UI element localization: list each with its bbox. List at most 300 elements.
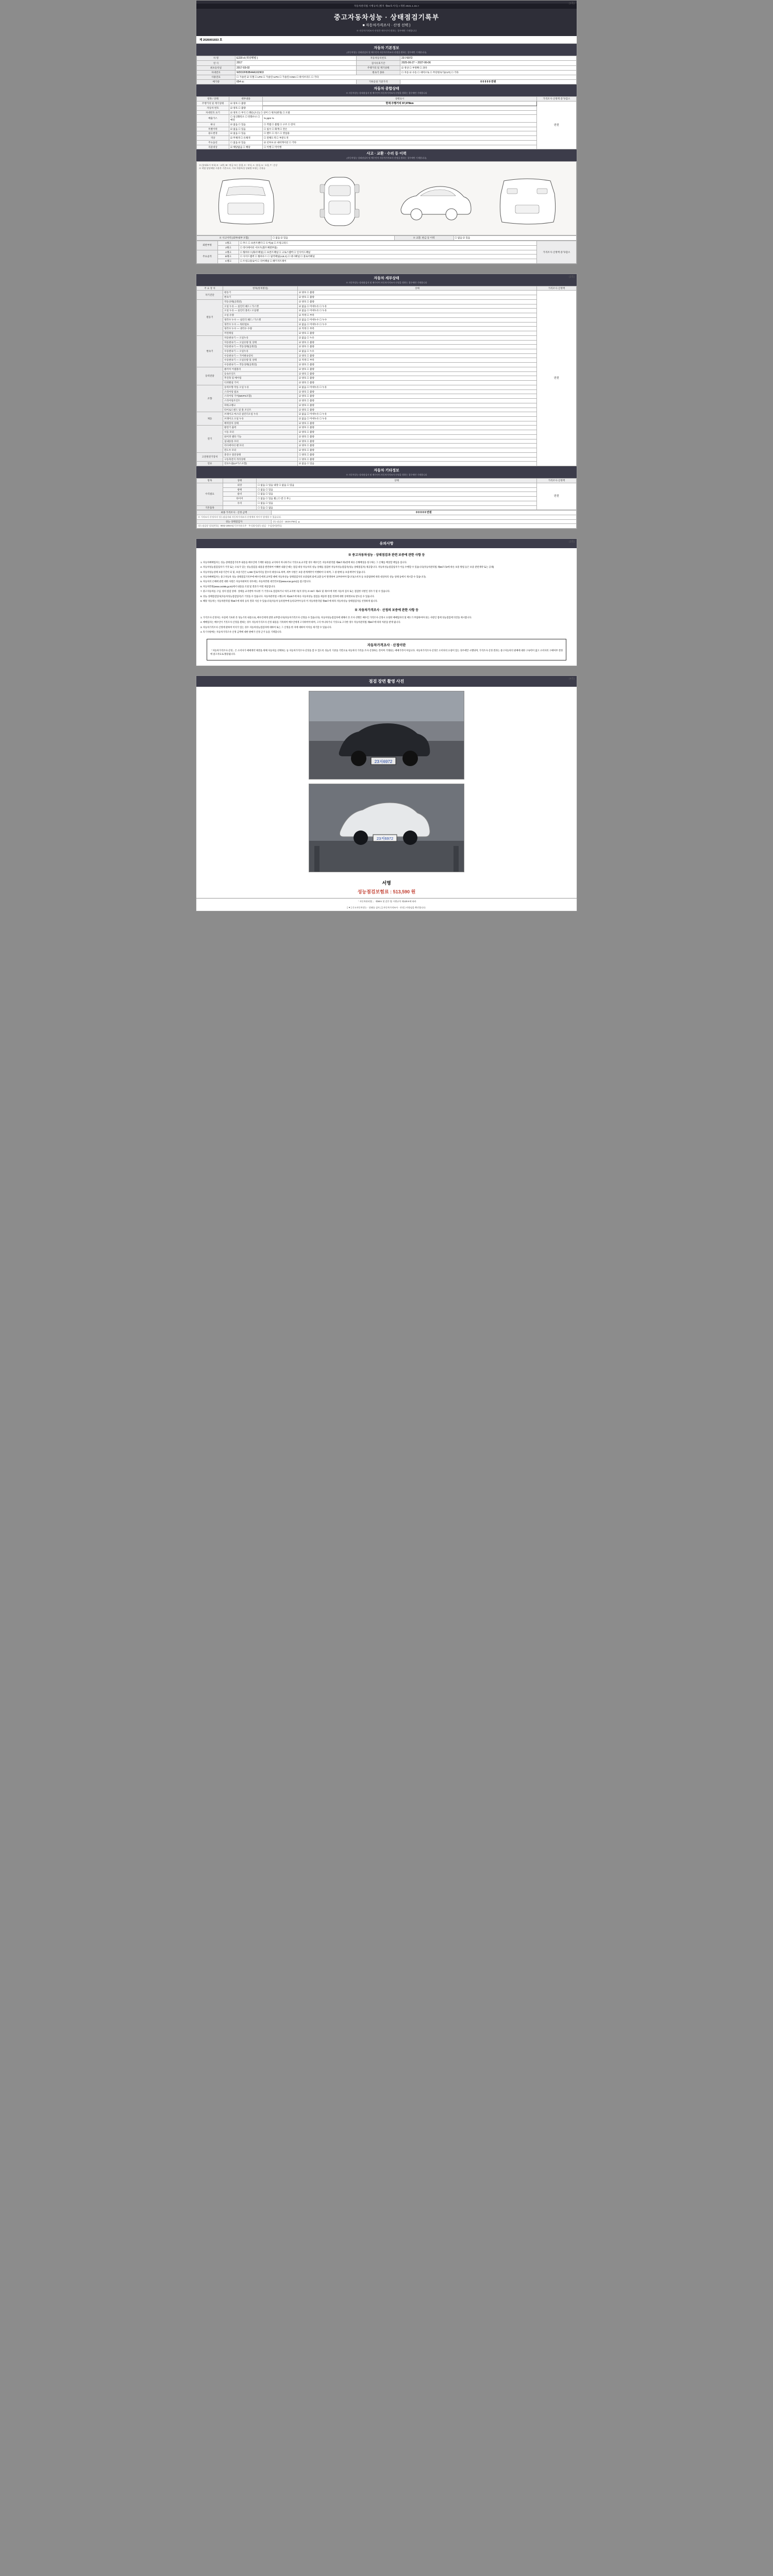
- car-diagram-row: [199, 170, 574, 233]
- detail-group-1: 원동기: [197, 299, 223, 335]
- notice-body-2: [196, 616, 577, 634]
- detail-group-7: 고전원전기장치: [197, 452, 223, 461]
- detail-group-4: 조향: [197, 385, 223, 412]
- accident-ext-value[interactable]: ☐ 없음 ☑ 있음: [272, 236, 395, 241]
- basic-value-0: E220 d (색상행렬 ): [236, 56, 357, 61]
- table-row: [197, 353, 577, 358]
- detail-state-6-1[interactable]: ☑ 양호 ☐ 불량: [298, 430, 537, 435]
- overall-key-5: 특별이력: [197, 127, 229, 131]
- detail-state-3-2[interactable]: ☑ 양호 ☐ 불량: [298, 376, 537, 381]
- detail-item-2-3: 수동변속기 — 오일누유: [223, 349, 298, 354]
- detail-state-3-1[interactable]: ☑ 양호 ☐ 불량: [298, 371, 537, 376]
- detail-head-1: 항목(항목명칭): [223, 286, 298, 291]
- overall-key-8: 주요옵션: [197, 140, 229, 145]
- etc-state-0[interactable]: ☐ 없음 ☐ 있음 내장 ☐ 없음 ☐ 있음: [257, 483, 537, 487]
- guarantee-box: [207, 639, 566, 660]
- table-row: [197, 389, 577, 394]
- overall-val-4[interactable]: ☐ 적법 ☐ 불법 ☐ 구조 ☐ 장치: [263, 122, 537, 127]
- notice-sec2-item-3: 4. 특기사항에는 자동차가격조사·산정 금액에 대한 판매가 산정 근거 등을 기재합니다.: [200, 630, 282, 633]
- front-photo: [309, 691, 464, 779]
- detail-item-2-4: 수동변속기 — 기어변속장치: [223, 353, 298, 358]
- overall-table: [196, 96, 577, 149]
- etc-head-3: 가격조사·산정액: [537, 479, 577, 483]
- detail-item-2-0: 자동변속기 — 오일누유: [223, 335, 298, 340]
- etc-item-1: 광택: [223, 487, 257, 492]
- overall-opts-8[interactable]: ☐ 없음 ☑ 있음: [229, 140, 263, 145]
- document-header: [196, 1, 577, 36]
- table-row: [197, 313, 577, 318]
- etc-group-repair: 수리필요: [197, 483, 223, 505]
- parts-group-0: 외판부위: [197, 241, 218, 250]
- table-row: [197, 483, 577, 487]
- table-row: [197, 439, 577, 444]
- basic-value-2: 2017-03-02: [236, 65, 357, 70]
- detail-item-4-2: 스티어링 기어(MDPS포함): [223, 394, 298, 399]
- etc-head-2: 상태: [257, 479, 537, 483]
- detail-group-0: 자기진단: [197, 291, 223, 299]
- basic-value2-0: 23구6972: [400, 56, 577, 61]
- detail-item-3-2: 추진축 및 베어링: [223, 376, 298, 381]
- car-view-rear: [489, 173, 566, 230]
- overall-key-4: 튜닝: [197, 122, 229, 127]
- footer-line-1: 「 자동차관리법 」 제58조 및 같은 법 시행규칙 제120조에 따라: [196, 898, 577, 905]
- table-row: [197, 492, 577, 497]
- basic-value2-2[interactable]: ☑ 정상 ☐ 부정확 ☐ 과다: [400, 65, 577, 70]
- overall-section-bar: 자동차 종합상태: [196, 84, 577, 92]
- detail-group-3: 동력전달: [197, 367, 223, 385]
- detail-item-2-6: 수동변속기 — 작동상태(공회전): [223, 363, 298, 367]
- table-row: [197, 331, 577, 336]
- detail-state-1-7[interactable]: ☑ 양호 ☐ 불량: [298, 331, 537, 336]
- final-price-value: 0 0 0 0 0 만원: [272, 511, 577, 515]
- etc-state-1[interactable]: ☐ 없음 ☐ 있음: [257, 487, 537, 492]
- overall-adjustment: 만원: [537, 101, 577, 149]
- overall-val-7[interactable]: ☐ 전체도색 ☐ 부분도색: [263, 136, 537, 141]
- overall-opts-9[interactable]: ☑ 해당없음 ☐ 해당: [229, 145, 263, 149]
- detail-item-1-3: 오일 유량: [223, 313, 298, 318]
- etc-state-5[interactable]: ☐ 있음 ☐ 없음: [257, 505, 537, 510]
- etc-section-bar: 자동차 기타정보: [196, 466, 577, 473]
- diagram-legend-2: ※ 착탈 담당해당 사용후 기준으로, 기타 차량특성 상태별 부위는 중분류: [199, 167, 266, 170]
- basic-value-1: 2017: [236, 61, 357, 65]
- overall-val-0: 현재 주행거리 97,979km: [263, 101, 537, 106]
- detail-item-3-3: 디퍼렌셜 기어: [223, 381, 298, 385]
- overall-head-1: 세부내용: [229, 96, 263, 101]
- detail-state-0-1[interactable]: ☑ 양호 ☐ 불량: [298, 295, 537, 300]
- table-row: [197, 309, 577, 313]
- overall-head-0: 항목 / 상태: [197, 96, 229, 101]
- table-row: [197, 322, 577, 327]
- detail-item-5-1: 브레이크 오일 누유: [223, 417, 298, 421]
- detail-state-3-3[interactable]: ☑ 양호 ☐ 불량: [298, 381, 537, 385]
- notice-sec2-item-2: 3. 자동차가격조사·산정에 관하여 이의가 있는 경우 자동차성능점검자에 대하여 또는 그 산정을 한 자에 대하여 이의를 제기할 수 있습니다.: [200, 625, 332, 629]
- detail-item-1-4: 냉각수 누수 — 실린더 헤드 / 가스켓: [223, 317, 298, 322]
- table-row: [197, 403, 577, 408]
- table-row: [197, 340, 577, 345]
- overall-key-2: 차대번호 표기: [197, 110, 229, 115]
- basic-label-4: 사용연료: [197, 75, 236, 80]
- table-row: [197, 462, 577, 466]
- detail-head-0: 주 요 장 치: [197, 286, 223, 291]
- detail-state-1-0[interactable]: ☑ 양호 ☐ 불량: [298, 299, 537, 304]
- table-row: [197, 381, 577, 385]
- parts-items-1-1[interactable]: ☐ 사이드멤버 ☐ 휠하우스 ☐ 필러패널(A,B,C) ☐ 대시패널 ☐ 플로어패널: [239, 255, 537, 259]
- detail-item-4-4: 파워크랭크: [223, 403, 298, 408]
- table-row: [197, 497, 577, 501]
- notice-item-7: 8. 성능·상태점검업자(자동차성능점검업자)가 거짓을 수 있습니다. 자동차관리법 시행규칙 제120조에 따른 자동차성능 점검을 제공한 점검 결과에 대한 상세정보로 받으실 수 있습니다.: [200, 595, 375, 598]
- basic-label2-2: 주행거리 및 계기상태: [357, 65, 400, 70]
- detail-group-6: 전기: [197, 426, 223, 452]
- diagram-legend-1: ※ (상태표시 부호) X : 교환, W : 판금 또는 용접, C : 부식, A : 흠집, U : 요철, T : 손상: [199, 164, 278, 167]
- etc-item-2: 룸비: [223, 492, 257, 497]
- detail-item-0-0: 원동기: [223, 291, 298, 295]
- etc-item-4: 유리: [223, 501, 257, 505]
- overall-opts-1[interactable]: ☑ 양호 ☐ 불량: [229, 106, 263, 110]
- basic-value-3: WDD2FB3B44A162903: [236, 70, 357, 75]
- detail-state-3-0[interactable]: ☑ 양호 ☐ 불량: [298, 367, 537, 371]
- damage-diagram: [196, 161, 577, 235]
- basic-label3-5: 기하공칭 기준가격: [357, 79, 400, 84]
- detail-state-4-5[interactable]: ☑ 양호 ☐ 불량: [298, 408, 537, 412]
- page-corner-3: (3쪽): [569, 540, 575, 544]
- parts-items-1-2[interactable]: ☐ 트렁크플로어 ☐ 리어패널 ☐ 패키지트레이: [239, 259, 537, 263]
- detail-state-1-1[interactable]: ☑ 없음 ☐ 미세누유 ☐ 누유: [298, 304, 537, 309]
- lift-photo: [309, 784, 464, 872]
- table-row: [197, 371, 577, 376]
- parts-rank-1-2: C랭크: [218, 259, 239, 263]
- page-corner-4: (4쪽): [569, 677, 575, 681]
- detail-item-3-0: 클러치 어셈블리: [223, 367, 298, 371]
- basic-info-table: [196, 56, 577, 84]
- basic-label2-1: 검사유효기간: [357, 61, 400, 65]
- table-row: [197, 367, 577, 371]
- basic-value2-3[interactable]: ☐ 자동 ☑ 수동 ☐ 세미오토 ☐ 무단변속기(CVT) ☐ 기타: [400, 70, 577, 75]
- detail-state-6-0[interactable]: ☑ 양호 ☐ 불량: [298, 426, 537, 430]
- detail-item-1-1: 오일 누유 — 실린더 헤드 / 가스켓: [223, 304, 298, 309]
- overall-section-note: ※ 자동차성능·상태점검자 및 매수인이 자동차가격조사·산정을 원하는 경우에만 기재합니다: [196, 92, 577, 96]
- detail-head-3: 가격조사·산정액: [537, 286, 577, 291]
- overall-val-6[interactable]: ☐ 렌트 ☐ 리스 ☐ 영업용: [263, 131, 537, 136]
- detail-item-3-1: 등속조인트: [223, 371, 298, 376]
- table-row: [197, 363, 577, 367]
- table-row: [197, 417, 577, 421]
- footer-line-2: [ ▼ ] 중고자동차성능 · 상태를 검사, [ ] 자동차가격조사 · 산정 ) 사항임을 확인합니다.: [347, 906, 426, 909]
- detail-state-4-2[interactable]: ☑ 양호 ☐ 불량: [298, 394, 537, 399]
- table-row: [197, 430, 577, 435]
- table-row: [197, 487, 577, 492]
- overall-opts-6[interactable]: ☑ 없음 ☐ 있음: [229, 131, 263, 136]
- detail-group-5: 제동: [197, 412, 223, 426]
- table-row: [197, 434, 577, 439]
- detail-state-1-5[interactable]: ☑ 없음 ☐ 미세누수 ☐ 누수: [298, 322, 537, 327]
- detail-adjustment: 만원: [537, 291, 577, 466]
- overall-opts-4[interactable]: ☑ 없음 ☐ 있음: [229, 122, 263, 127]
- notice-item-3: 4. 자동차매매업자는 중고자동차 성능·상태점검기록부에 매수인에게 교부할 때에 자동차성능·상태점검자의 보증범위 외에 교환 등이 발생하여 교부하여야 합니다(소비자 등 보증범위에 따라 대상차의 성능·상태 등에서 제시할 수 있습니다).: [200, 575, 426, 579]
- detail-state-5-1[interactable]: ☑ 없음 ☐ 미세누유 ☐ 누유: [298, 417, 537, 421]
- table-row: [197, 345, 577, 349]
- signature-label: 서명: [382, 880, 391, 886]
- table-row: [197, 457, 577, 462]
- etc-state-3[interactable]: ☐ 없음 ☐ 있음 휠 ( ☐ 전 ☐ 후 ): [257, 497, 537, 501]
- sheet-1: [196, 0, 577, 264]
- detail-state-2-0[interactable]: ☑ 없음 ☐ 누유: [298, 335, 537, 340]
- overall-val-8[interactable]: ☑ 선루프 ☑ 내비게이션 ☐ 기타: [263, 140, 537, 145]
- table-row: [197, 349, 577, 354]
- table-row: [197, 501, 577, 505]
- etc-head-0: 항목: [197, 479, 223, 483]
- detail-item-5-2: 배력장치 상태: [223, 421, 298, 426]
- photo-section-bar: 점검 장면 촬영 사진: [196, 676, 577, 687]
- page-title: 중고자동차성능 · 상태점검기록부: [333, 13, 440, 21]
- detail-item-6-2: 와이퍼 델타 기능: [223, 434, 298, 439]
- detail-item-5-0: 브레이크 마스터 실린더오일 누유: [223, 412, 298, 417]
- notice-sec2-item-0: 1. 가격조사·산정자는 사실에 기초한 본 성능기록 내용으로, 매수인에게 설명·교부합니다(자동차가격조사·산정을 수 있습니다). 자동차성능점검자에 대해서 본 조사 선행은 매수인 가격조사·산정시 요청한 매매업자의 및 매도가 부담하여야 되는 사항인 점에 성능점검에 의견을 제시합니다.: [200, 616, 472, 619]
- detail-item-1-5: 냉각수 누수 — 워터펌프: [223, 322, 298, 327]
- accident-simple-label: ※ 교환, 판금 등 이력: [394, 236, 453, 241]
- etc-head-1: 상태: [223, 479, 257, 483]
- detail-state-1-3[interactable]: ☑ 적정 ☐ 부족: [298, 313, 537, 318]
- detail-section-note: ※ 자동차성능·상태점검자 및 매수인이 자동차가격조사·산정을 원하는 경우에만 기재합니다: [196, 281, 577, 286]
- overall-opts-5[interactable]: ☑ 없음 ☐ 있음: [229, 127, 263, 131]
- basic-value-4[interactable]: ☐ 가솔린 ☑ 디젤 ☐ LPG ☐ 가솔린+LPG ☐ 가솔린+CNG ☐ 하이브리드 ☐ 기타: [236, 75, 577, 80]
- detail-item-8-0: 연료누출(LP가스포함): [223, 462, 298, 466]
- accident-section-bar: 사고 · 교환 · 수리 등 이력: [196, 149, 577, 157]
- detail-item-1-6: 냉각수 누수 — 냉각수 수량: [223, 327, 298, 331]
- overall-head-4: 가격조사·산정액 증가/감소: [537, 96, 577, 101]
- page-subtitle-note: ※ 자동차가격조사·산정은 매수인이 원하는 경우에만 기재합니다: [356, 29, 417, 32]
- detail-item-7-1: 구동축전지 격리상태: [223, 457, 298, 462]
- table-row: [197, 385, 577, 389]
- inspector-label: 성능·상태점검자: [197, 519, 272, 524]
- page-corner-1: (1쪽): [569, 2, 575, 5]
- table-row: [197, 444, 577, 448]
- detail-item-2-5: 수동변속기 — 오일유량 및 상태: [223, 358, 298, 363]
- table-row: [197, 335, 577, 340]
- basic-label-5: 배기량: [197, 79, 236, 84]
- page-corner-2: (2쪽): [569, 275, 575, 279]
- detail-item-4-0: 동력조향 작동 오일 누유: [223, 385, 298, 389]
- front-plate-text: 23저6972: [374, 759, 393, 765]
- table-row: [197, 304, 577, 309]
- parts-rank-1-0: A랭크: [218, 250, 239, 255]
- notice-item-0: 1. 자동차매매업자는 성능·상태점검기록부 내용을 매수인에 기재한 내용을 교지하지 아니하거나 거짓으로 교지할 경우 매수인은 자동차관리법 제58조제1항에 따른 손해배상을 청구하는 그 손해를 배상할 책임을 집니다.: [200, 561, 407, 564]
- basic-label-2: 최초등록일: [197, 65, 236, 70]
- detail-item-4-1: 스티어링 펌프: [223, 389, 298, 394]
- etc-state-4[interactable]: ☐ 없음 ☐ 있음: [257, 501, 537, 505]
- detail-state-4-1[interactable]: ☑ 양호 ☐ 불량: [298, 389, 537, 394]
- detail-item-1-7: 커먼레일: [223, 331, 298, 336]
- car-view-front: [207, 173, 284, 230]
- overall-opts-7[interactable]: ☑ 무채색 ☐ 유채색: [229, 136, 263, 141]
- overall-key-6: 용도변경: [197, 131, 229, 136]
- car-view-side: [395, 173, 472, 230]
- overall-opts-0[interactable]: ☑ 양호 ☐ 불량: [229, 101, 263, 106]
- notice-item-4: 5. 자동차의 손해에 관련 대한 사항은 자동차대여의 경우에는 자동차민원 대국민포털(www.ecar.go.kr)를 참고합니다.: [200, 580, 311, 583]
- overall-val-9[interactable]: ☐ 이행 ☐ 미이행: [263, 145, 537, 149]
- parts-rank-1-1: B랭크: [218, 255, 239, 259]
- parts-items-1-0[interactable]: ☐ 휠하우스(좌/우패널) ☐ 프론트패널 ☐ 크로스멤버 ☐ 인사이드패널: [239, 250, 537, 255]
- basic-value2-1: 2025-06-27 ~ 2027-06-06: [400, 61, 577, 65]
- detail-item-2-1: 자동변속기 — 오일유량 및 상태: [223, 340, 298, 345]
- table-row: [197, 299, 577, 304]
- accident-parts-table: [196, 241, 577, 264]
- table-row: [197, 452, 577, 457]
- detail-item-6-4: 라디에이터 팬 모터: [223, 444, 298, 448]
- accident-ext-label: ※ 사고이력 (외부/내부 포함): [197, 236, 272, 241]
- car-view-top: [301, 173, 378, 230]
- parts-items-0-0[interactable]: ☐ 후드 ☐ 프론트팬더 ☐ 도어(4) ☐ 트렁크리드: [239, 241, 537, 246]
- etc-group-basic: 기본품목: [197, 505, 223, 510]
- notice-sec2-head: ※ 자동차가격조사 · 산정의 보증에 관한 사항 등: [355, 608, 418, 612]
- detail-state-4-0[interactable]: ☑ 없음 ☐ 미세누유 ☐ 누유: [298, 385, 537, 389]
- table-row: [197, 505, 577, 510]
- detail-item-2-2: 자동변속기 — 작동상태(공회전): [223, 345, 298, 349]
- detail-state-4-3[interactable]: ☑ 양호 ☐ 불량: [298, 399, 537, 403]
- detail-state-5-2[interactable]: ☑ 양호 ☐ 불량: [298, 421, 537, 426]
- detail-item-6-0: 발전기 출력: [223, 426, 298, 430]
- overall-key-0: 주행거리 및 계기상태: [197, 101, 229, 106]
- detail-item-6-5: 윈도우 모터: [223, 448, 298, 453]
- detail-state-6-2[interactable]: ☑ 양호 ☐ 불량: [298, 434, 537, 439]
- basic-label-1: 연 식: [197, 61, 236, 65]
- table-row: [197, 408, 577, 412]
- detail-state-1-6[interactable]: ☑ 적정 ☐ 부족: [298, 327, 537, 331]
- etc-section-note: ※ 자동차성능·상태점검자 및 매수인이 자동차가격조사·산정을 원하는 경우에만 기재합니다: [196, 473, 577, 478]
- overall-key-1: 자동차 번호: [197, 106, 229, 110]
- detail-state-8-0[interactable]: ☑ 없음 ☐ 있음: [298, 462, 537, 466]
- detail-item-0-1: 변속기: [223, 295, 298, 300]
- guarantee-title: 자동차가격조사 · 산정이란: [367, 643, 406, 648]
- detail-state-7-0[interactable]: ☐ 양호 ☐ 불량: [298, 452, 537, 457]
- etc-adjustment: 만원: [537, 483, 577, 510]
- detail-state-2-6[interactable]: ☑ 양호 ☐ 불량: [298, 363, 537, 367]
- table-row: [197, 295, 577, 300]
- notice-sec2-item-1: 2. 매매업자는 매수인이 거짓조사·산정을 원하는 경우 자동차가격조사·산정 내용을 기록하여 매수인에게 고지하여야 하며, 고지 아니하거나 거짓으로 고지한 경우 자동차관리법 제58조에 따라 처분을 받게 됩니다.: [200, 621, 401, 624]
- basic-label2-0: 자동차등록번호: [357, 56, 400, 61]
- detail-state-1-2[interactable]: ☑ 없음 ☐ 미세누유 ☐ 누유: [298, 309, 537, 313]
- basic-label-0: 차 명: [197, 56, 236, 61]
- parts-rank-0-1: 2랭크: [218, 245, 239, 250]
- detail-state-6-4[interactable]: ☑ 양호 ☐ 불량: [298, 444, 537, 448]
- detail-head-2: 상태: [298, 286, 537, 291]
- basic-label2-3: 변속기 종류: [357, 70, 400, 75]
- detail-item-4-5: 타이로드엔드 및 볼 조인트: [223, 408, 298, 412]
- etc-item-3: 타이어: [223, 497, 257, 501]
- basic-label-3: 차대번호: [197, 70, 236, 75]
- etc-item-0: 외장: [223, 483, 257, 487]
- table-row: [197, 448, 577, 453]
- table-row: [197, 412, 577, 417]
- notice-item-5: 6. 자동차민원(www.car365.go.kr)에서 내용을 조회 및 결과가 어떤 제공합니다.: [200, 585, 276, 588]
- notice-head: ※ 중고자동차성능 · 상태점검과 관련 보증에 관한 사항 등: [348, 553, 425, 557]
- law-disclaimer: 자동차관리법 시행규칙 [별지 제82호서식] <개정 2021.1.15.>: [196, 4, 577, 9]
- sheet-3: [196, 538, 577, 667]
- detail-state-6-5[interactable]: ☑ 양호 ☐ 불량: [298, 448, 537, 453]
- detail-table: [196, 286, 577, 466]
- table-row: [197, 394, 577, 399]
- overall-key-7: 색상: [197, 136, 229, 141]
- parts-group-1: 주요골격: [197, 250, 218, 263]
- final-price-label: 최종 가격조사 · 산정 금액: [197, 511, 272, 515]
- detail-state-0-0[interactable]: ☑ 양호 ☐ 불량: [298, 291, 537, 295]
- table-row: [197, 399, 577, 403]
- detail-group-8: 연료: [197, 462, 223, 466]
- inspector-value: 성능점검장 : 1533-2750을 ▲: [272, 519, 577, 524]
- overall-opts-3[interactable]: ☐ 일산화탄소 ☐ 탄화수소 ☐ 매연: [229, 115, 263, 122]
- detail-state-2-3[interactable]: ☑ 없음 ☐ 누유: [298, 349, 537, 354]
- detail-group-2: 변속기: [197, 335, 223, 367]
- table-row: [197, 327, 577, 331]
- detail-item-7-0: 충전구 절연상태: [223, 452, 298, 457]
- detail-state-5-0[interactable]: ☑ 없음 ☐ 미세누유 ☐ 누유: [298, 412, 537, 417]
- basic-value3-5: 0 0 0 0 0 만원: [400, 79, 577, 84]
- notice-section-bar: 유의사항: [196, 539, 577, 548]
- table-row: [197, 421, 577, 426]
- lift-plate-text: 23저6972: [376, 836, 394, 841]
- table-row: [197, 376, 577, 381]
- table-row: [197, 426, 577, 430]
- document-number: 제 2026001933 호: [196, 36, 577, 44]
- detail-state-2-4[interactable]: ☑ 양호 ☐ 불량: [298, 353, 537, 358]
- overall-key-3: 배출가스: [197, 115, 229, 122]
- overall-val-1: [263, 106, 537, 110]
- detail-section-bar: 자동차 세부상태: [196, 274, 577, 281]
- notice-item-2: 3. 자동차성능상태 보증기간이 되 및, 보증기간은 1,000 킬로미터를 할수리 대상으로 하며, 세부 사항은 보증 관계계약이 이행하여 다 하며, 그 중 판매 등 보증계약이 있습니다.: [200, 570, 366, 573]
- detail-state-7-1[interactable]: ☐ 양호 ☐ 불량: [298, 457, 537, 462]
- basic-section-bar: 자동차 기본정보: [196, 44, 577, 51]
- insurance-fee: 성능점검보험료 : 513,590 원: [357, 889, 416, 895]
- detail-state-2-5[interactable]: ☑ 적정 ☐ 부족: [298, 358, 537, 363]
- parts-items-0-1[interactable]: ☐ 라디에이터 서포트(볼트체결부품): [239, 245, 537, 250]
- basic-section-note: (자동차성능·상태점검자 및 매수인이 자동차가격조사·산정을 원하는 경우에만 기재합니다): [196, 51, 577, 56]
- detail-state-2-1[interactable]: ☑ 양호 ☐ 불량: [298, 340, 537, 345]
- notice-item-8: 9. 해당 자동차는 자동차관리법 제58조에 따라 등록 결과 사실 수 있습니다(자동차 등록원부에 등록되어야 등의 미 자동차관리법 제58조에 따라 자동차성능·상태점검자를 선정하게 됩니다.: [200, 600, 378, 603]
- detail-item-1-0: 작동상태(공회전): [223, 299, 298, 304]
- guarantee-body: 「자동차가격조사·산정」은 소비자가 매매계약 체결을 위해 자동차를 선택하는 등 자동차가격조사·산정을 할 수 있도록 성능의 기준을 기반으로 자동차의 가격을 조사·산정하는 것이며 거래되는 매매가격이 아닙니다. 자동차가격조사·산정은 소비자의 요청이 있는 경우에만 시행되며, 가격조사·산정 결과는 중고자동차의 판매에 대한 구속력이 없고 소비자의 구매여부 결정에 참고자료로 활용됩니다.: [210, 649, 563, 655]
- notice-item-6: 7. 중고자동차를 구입, 성의 점검 상태 · 상태를 교지받아 아니한 거 거짓으로 점검하거나 처리 교지한 자(저 경우) 보 00조 제6호 및 제7조에 의한 자동차 검사 또는 점검한 사항인 경우가 될 수 있습니다.: [200, 590, 391, 593]
- detail-state-2-2[interactable]: ☑ 양호 ☐ 불량: [298, 345, 537, 349]
- overall-opts-2[interactable]: ☑ 양호 ☐ 부식 ☐ 훼손(오손) ☐ 상이 ☐ 변조(변경) ☐ 도말: [229, 110, 537, 115]
- detail-item-1-2: 오일 누유 — 실린더 블록 / 오일팬: [223, 309, 298, 313]
- page-subtitle: ■ 자동차가격조사 · 산정 선택 ): [362, 24, 411, 27]
- overall-val-5[interactable]: ☐ 침수 ☐ 화재 ☐ 전손: [263, 127, 537, 131]
- inspector-addr: 성능점검장 상호(번호) : 9002-1994-5(기구/자유요주 · 주식회사)성능점검 · 수검장비(번호): [197, 524, 577, 528]
- detail-item-6-1: 시동 모터: [223, 430, 298, 435]
- overall-key-9: 리콜대상: [197, 145, 229, 149]
- detail-item-6-3: 실내송풍 모터: [223, 439, 298, 444]
- accident-simple-value[interactable]: ☐ 없음 ☑ 있음: [453, 236, 577, 241]
- table-row: [197, 358, 577, 363]
- detail-state-4-4[interactable]: ☑ 양호 ☐ 불량: [298, 403, 537, 408]
- notice-item-1: 2. 자동차성능점검업자가 거짓 또는 오류가 있는 성능점검을 내용을 발견하여 이해한 내용인 때는 점검 대상 자동차의 성능·상태를 점검한 자동차성능점검자(성능·상태점검자) 제공합니다. 자동차성능점검업자가 이를 수행할 수 있습니다(자동차관리법 제58조의4에 따른 보증 방법 등은 보증 관련계약 또는 공채): [200, 566, 494, 569]
- table-row: [197, 317, 577, 322]
- notice-body: [196, 561, 577, 603]
- detail-item-4-3: 스티어링조인트: [223, 399, 298, 403]
- etc-item-5: [223, 505, 257, 510]
- document-page: [0, 0, 773, 911]
- parts-rank-0-0: 1랭크: [218, 241, 239, 246]
- accident-section-note: (자동차성능·상태점검자 및 매수인이 자동차가격조사·산정을 원하는 경우에만 기재합니다): [196, 157, 577, 161]
- final-price-note: ※ 가격조사·산정자의 성능점검자와 자동차가격조사·산정액의 차이가 발생할 수 있습니다.: [197, 515, 577, 519]
- overall-head-3: 상태표시: [263, 96, 537, 101]
- sheet-2: [196, 274, 577, 529]
- detail-state-1-4[interactable]: ☑ 없음 ☐ 미세누수 ☐ 누수: [298, 317, 537, 322]
- etc-state-2[interactable]: ☐ 없음 ☐ 있음: [257, 492, 537, 497]
- accident-history-table: [196, 235, 577, 241]
- sheet-4: [196, 675, 577, 911]
- detail-state-6-3[interactable]: ☑ 양호 ☐ 불량: [298, 439, 537, 444]
- basic-value-5: 654 cc: [236, 79, 357, 84]
